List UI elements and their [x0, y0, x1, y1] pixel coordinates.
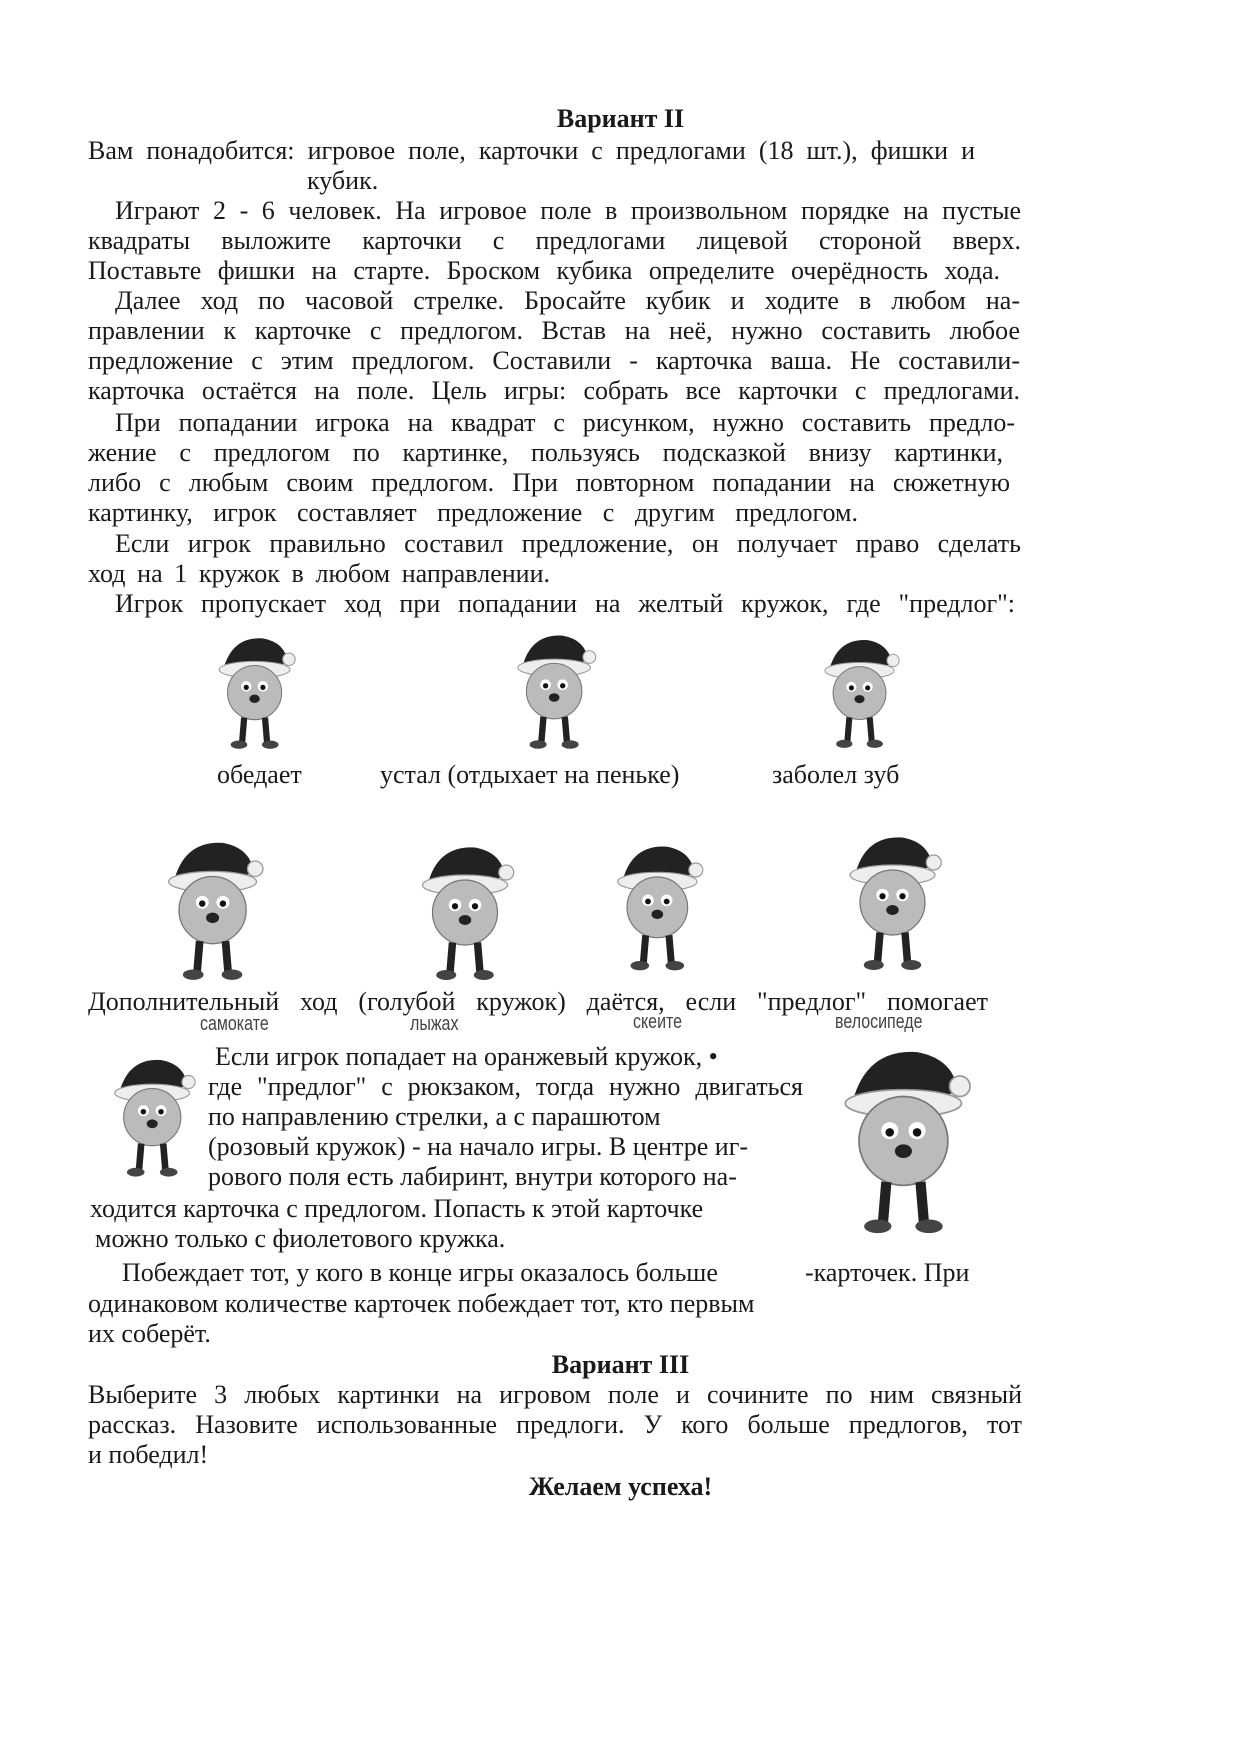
text-line: Далее ход по часовой стрелке. Бросайте кубик и ходите в любом на-	[115, 286, 1020, 315]
illustration-skateboard	[590, 835, 720, 975]
text-line: рассказ. Назовите использованные предлоги. У кого больше предлогов, тот	[88, 1410, 1022, 1439]
closing-wish: Желаем успеха!	[528, 1472, 713, 1501]
text-line: рового поля есть лабиринт, внутри которого на-	[208, 1162, 737, 1191]
variant-2-title: Вариант II	[556, 104, 685, 133]
text-line: можно только с фиолетового кружка.	[95, 1224, 506, 1253]
variant-3-title: Вариант III	[551, 1350, 690, 1379]
text-line: где "предлог" с рюкзаком, тогда нужно двигаться	[208, 1072, 803, 1101]
text-line: (розовый кружок) - на начало игры. В центре иг-	[208, 1132, 749, 1161]
text-line: предложение с этим предлогом. Составили - карточка ваша. Не составили-	[88, 346, 1020, 375]
text-line: одинаковом количестве карточек побеждает тот, кто первым	[88, 1289, 755, 1318]
text-line: либо с любым своим предлогом. При повторном попадании на сюжетную	[88, 468, 1010, 497]
illustration-toothache	[805, 630, 910, 752]
caption-skis: лыжах	[410, 1013, 459, 1035]
text-line: по направлению стрелки, а с парашютом	[208, 1102, 661, 1131]
text-line: Поставьте фишки на старте. Броском кубика определите очерёдность хода.	[88, 256, 1000, 285]
caption-scooter: самокате	[200, 1013, 269, 1035]
text-line: Игрок пропускает ход при попадании на желтый кружок, где "предлог":	[115, 589, 1015, 618]
text-line: Выберите 3 любых картинки на игровом поле и сочините по ним связный	[88, 1380, 1022, 1409]
caption-tired: устал (отдыхает на пеньке)	[380, 760, 680, 789]
illustration-backpack	[95, 1045, 205, 1185]
caption-bicycle: велосипеде	[835, 1011, 923, 1033]
caption-skateboard: скеите	[633, 1011, 683, 1033]
illustration-eating	[195, 628, 310, 753]
text-line: -карточек. При	[805, 1258, 970, 1287]
text-line: жение с предлогом по картинке, пользуясь подсказкой внизу картинки,	[88, 438, 1003, 467]
text-line: карточка остаётся на поле. Цель игры: собрать все карточки с предлогами.	[88, 376, 1020, 405]
caption-eating: обедает	[217, 760, 302, 789]
text-line: Дополнительный ход (голубой кружок) даётся, если "предлог" помогает	[88, 987, 988, 1016]
caption-toothache: заболел зуб	[772, 760, 900, 789]
text-line: Если игрок правильно составил предложение, он получает право сделать	[115, 529, 1021, 558]
illustration-tired-on-stump	[462, 625, 642, 753]
illustration-bicycle	[815, 825, 965, 975]
text-line: При попадании игрока на квадрат с рисунком, нужно составить предло-	[115, 408, 1015, 437]
text-line: картинку, игрок составляет предложение с другим предлогом.	[88, 498, 858, 527]
text-line: ход на 1 кружок в любом направлении.	[88, 559, 550, 588]
text-line: Играют 2 - 6 человек. На игровое поле в произвольном порядке на пустые	[115, 196, 1021, 225]
illustration-scooter	[120, 830, 300, 985]
illustration-parachute	[800, 1035, 1000, 1240]
text-line: и победил!	[88, 1440, 209, 1469]
text-line: Вам понадобится: игровое поле, карточки с предлогами (18 шт.), фишки и	[88, 136, 975, 165]
text-line: Побеждает тот, у кого в конце игры оказалось больше	[122, 1258, 718, 1287]
text-line: квадраты выложите карточки с предлогами лицевой стороной вверх.	[88, 226, 1021, 255]
text-line: Если игрок попадает на оранжевый кружок, •	[215, 1042, 718, 1071]
text-line: правлении к карточке с предлогом. Встав на неё, нужно составить любое	[88, 316, 1020, 345]
text-line: кубик.	[307, 166, 379, 195]
text-line: ходится карточка с предлогом. Попасть к этой карточке	[90, 1194, 704, 1223]
illustration-skis	[400, 835, 525, 985]
text-line: их соберёт.	[88, 1319, 211, 1348]
